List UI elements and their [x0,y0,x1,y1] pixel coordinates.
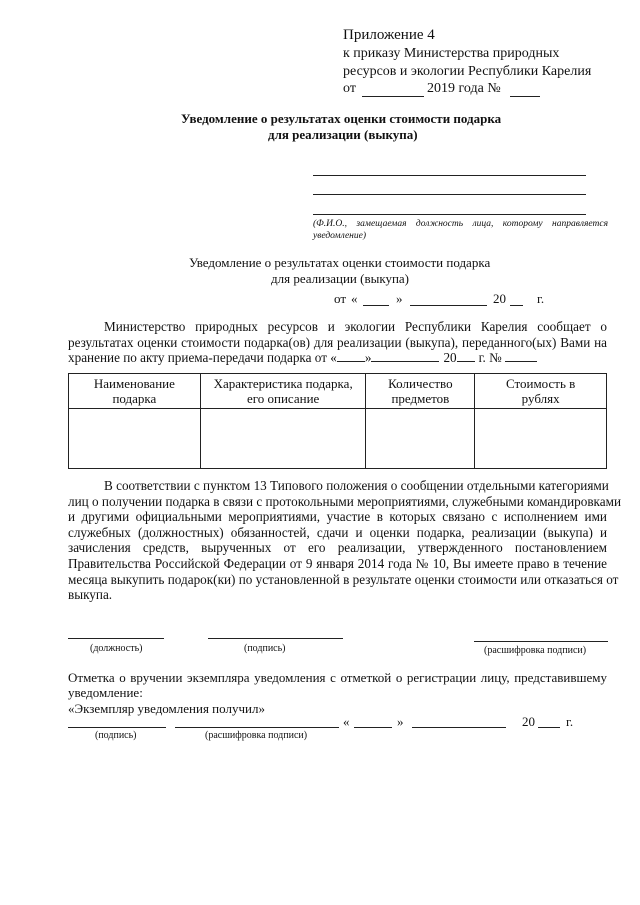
body-line-1: В соответствии с пунктом 13 Типового положения о сообщении отдельными категориями [104,478,609,493]
intro-line-1: Министерство природных ресурсов и экологии Республики Карелия сообщает о [104,319,607,334]
receipt-transcript-caption: (расшифровка подписи) [205,730,308,741]
position-line [68,638,164,639]
receipt-line-3: «Экземпляр уведомления получил» [68,701,265,716]
act-day-blank [337,361,365,362]
act-year-blank [457,361,475,362]
subtitle-quote-open: « [351,291,358,306]
table-cell-name[interactable] [69,409,201,469]
appendix-date-prefix: от [343,81,356,96]
addressee-line-2 [313,194,586,195]
intro-act-text: хранение по акту приема-передачи подарка от « [68,350,337,365]
appendix-line-1: к приказу Министерства природных [343,46,560,61]
act-number-label: г. № [478,350,502,365]
appendix-line-2: ресурсов и экологии Республики Карелия [343,64,592,79]
receipt-quote-close: » [397,714,404,729]
act-quote-close: » [364,350,372,365]
table-row [69,409,607,469]
subtitle-month-blank [410,305,487,306]
page-title-line-2: для реализации (выкупа) [268,127,418,142]
appendix-date-suffix: 2019 года № [427,81,501,96]
act-year-prefix: 20 [443,350,457,365]
appendix-date-blank [362,96,424,97]
receipt-signature-caption: (подпись) [95,730,137,741]
addressee-line-3 [313,214,586,215]
body-paragraph [68,478,622,603]
subtitle-line-2: для реализации (выкупа) [271,271,410,286]
table-cell-description[interactable] [200,409,366,469]
receipt-signature-line [68,727,166,728]
header-cell-cost: Стоимость в рублях [475,374,607,409]
intro-line-2: результатах оценки стоимости подарка(ов) для реализации (выкупа), переданного(ых) Вами на [68,334,607,350]
body-line-5: зачисления средств, вырученных от его реализации, утвержденного постановлением [68,540,607,556]
body-line-2: лиц о получении подарка в связи с протокольными мероприятиями, служебными командировками [68,493,622,509]
signature-line [208,638,343,639]
receipt-year-blank [538,727,560,728]
position-caption: (должность) [90,643,143,654]
subtitle-year-blank [510,305,523,306]
intro-line-3 [68,350,537,366]
addressee-line-1 [313,175,586,176]
body-line-3: и другими официальными мероприятиями, участие в которых связано с исполнением ими [68,509,607,525]
table-cell-cost[interactable] [475,409,607,469]
addressee-note-line-2: уведомление) [313,231,367,241]
transcript-line [474,641,608,642]
receipt-line-2: уведомление: [68,685,143,700]
act-number-blank [505,361,537,362]
receipt-year-prefix: 20 [522,714,535,729]
receipt-transcript-line [175,727,339,728]
page-title-line-1: Уведомление о результатах оценки стоимости подарка [181,111,502,126]
receipt-line-1: Отметка о вручении экземпляра уведомления с отметкой о регистрации лицу, представившему [68,670,607,685]
appendix-number-blank [510,96,540,97]
receipt-year-suffix: г. [566,714,574,729]
body-line-4: служебных (должностных) обязанностей, сдачи и оценки подарка, реализации (выкупа) и [68,524,607,540]
signature-caption: (подпись) [244,643,286,654]
receipt-day-blank [354,727,392,728]
subtitle-year-suffix: г. [537,291,545,306]
body-line-8: выкупа. [68,587,113,603]
gift-table-header-row [69,374,607,409]
subtitle-line-1: Уведомление о результатах оценки стоимости подарка [189,255,491,270]
subtitle-quote-close: » [396,291,403,306]
transcript-caption: (расшифровка подписи) [484,645,587,656]
receipt-quote-open: « [343,714,350,729]
appendix-title: Приложение 4 [343,27,435,43]
act-month-blank [371,361,439,362]
header-cell-name: Наименование подарка [69,374,201,409]
subtitle-day-blank [363,305,389,306]
body-line-6: Правительства Российской Федерации от 9 января 2014 года № 10, Вы имеете право в течение [68,555,607,571]
header-cell-description: Характеристика подарка, его описание [200,374,366,409]
subtitle-year-prefix: 20 [493,291,506,306]
receipt-month-blank [412,727,506,728]
header-cell-quantity: Количество предметов [366,374,475,409]
gift-table [68,373,607,469]
addressee-note-line-1: (Ф.И.О., замещаемая должность лица, которому направляется [313,219,608,229]
subtitle-date-from: от [334,291,347,306]
body-line-7: месяца выкупить подарок(ки) по установленной в результате оценки стоимости или отказаться от [68,571,619,587]
intro-paragraph [68,319,607,350]
table-cell-quantity[interactable] [366,409,475,469]
